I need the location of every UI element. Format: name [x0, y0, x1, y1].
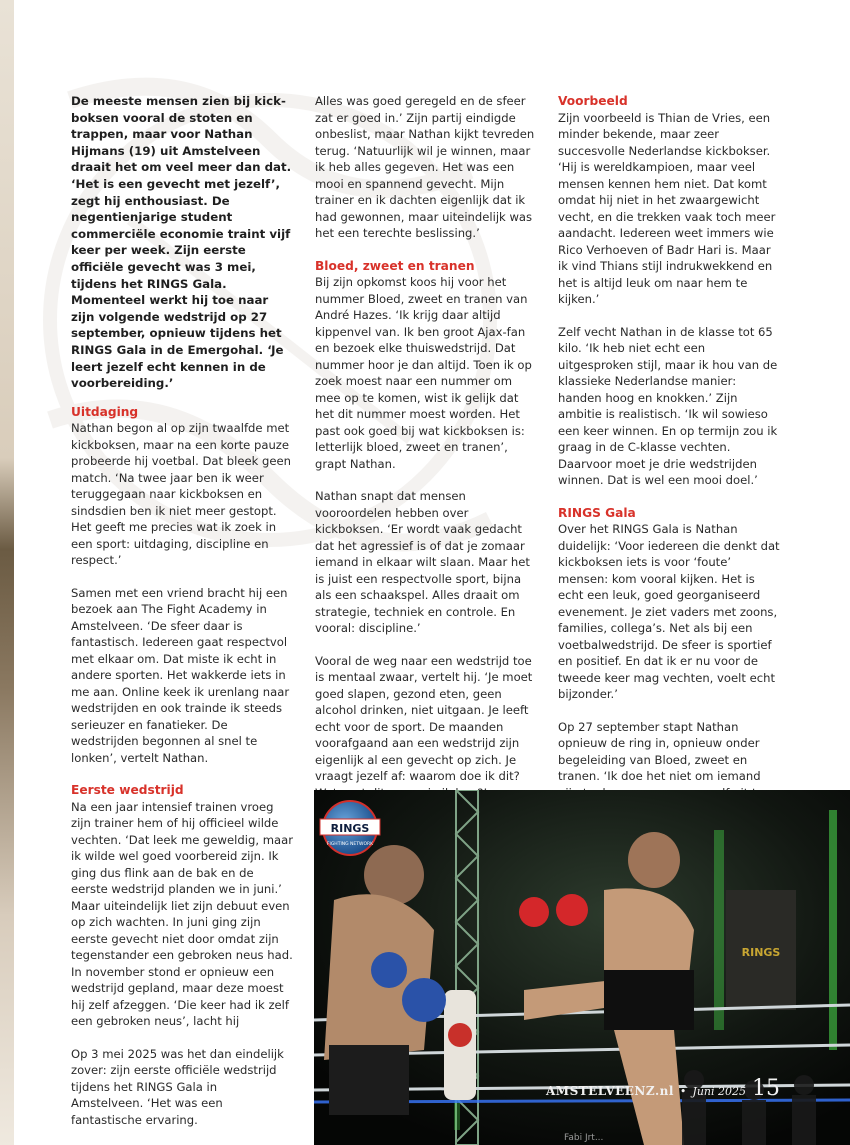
voorbeeld-paragraph-2: Zelf vecht Nathan in de klasse tot 65 kilo. ‘Ik heb niet echt een uitgesproken stijl, maar ik hou van de klassieke Nederlandse manier: handen hoog en knokken.’ Zijn ambitie is realistisch. ‘Ik wil sowieso een keer winnen. En op termijn zou ik graag in de C-klasse vechten. Daarvoor moet je drie wedstrijden winnen. Dat is wel een mooi doel.’ — [558, 324, 778, 487]
column-2 — [315, 93, 537, 817]
intro-paragraph: De meeste mensen zien bij kickboksen vooral de stoten en trappen, maar voor Nathan Hijmans (19) uit Amstelveen draait het om veel meer dan dat. ‘Het is een gevecht met jezelf’, zegt hij enthousiast. De negentienjarige student commerciële economie traint vijf keer per week. Zijn eerste officiële gevecht was 3 mei, tijdens het RINGS Gala. Momenteel werkt hij toe naar zijn volgende wedstrijd op 27 september, opnieuw tijdens het RINGS Gala in de Emergohal. ‘Je leert jezelf echt kennen in de voorbereiding.’ — [71, 94, 292, 391]
issue-date: Juni 2025 — [692, 1085, 746, 1098]
column-3 — [558, 93, 780, 867]
previous-page-edge — [0, 0, 14, 1145]
bloed-paragraph-3: Vooral de weg naar een wedstrijd toe is mentaal zwaar, vertelt hij. ‘Je moet goed slapen, gezond eten, geen alcohol drinken, niet uitgaan. Je leeft echt voor de sport. De maanden voorafgaand aan een wedstrijd zijn eigenlijk al een gevecht op zich. Je vraagt jezelf af: waarom doe ik dit? — [315, 653, 533, 783]
magazine-name: AMSTELVEENZ.nl — [545, 1084, 674, 1098]
uitdaging-paragraph-2: Samen met een vriend bracht hij een bezoek aan The Fight Academy in Amstelveen. ‘De sfeer daar is fantastisch. Iedereen gaat respectvol met elkaar om. Dat miste ik echt in andere sporten. Het wakkerde iets in me aan. Online keek ik urenlang naar wedstrijden en ook trainde ik steeds serieuzer en fanatieker. De wedstrijden begonnen al snel te lonken’, vertelt Nathan. — [71, 585, 290, 765]
eerste-paragraph-1: Na een jaar intensief trainen vroeg zijn trainer hem of hij officieel wilde vechten. ‘Dat leek me geweldig, maar ik wilde wel goed voorbereid zijn. Ik ging dus flink aan de bak en de eerste wedstrijd planden we in juni.’ Maar uiteindelijk liet zijn debuut even op zich wachten. In juni ging zijn eerste gevecht niet door omdat zijn tegenstander een gebroken neus had. In november stond er opnieuw een wedstrijd gepland, maar deze moest hij zelf afzeggen. ‘Die keer had ik zelf een gebroken neus’, lacht hij — [71, 799, 293, 1029]
voorbeeld-paragraph-1: Zijn voorbeeld is Thian de Vries, een minder bekende, maar zeer succesvolle Nederlandse kickbokser. ‘Hij is wereldkampioen, maar veel mensen kennen hem niet. Dat komt omdat hij niet in het zwaargewicht vecht, en die trekken vaak toch meer aandacht. Iedereen weet immers wie Rico Verhoeven of Badr Hari is. Maar ik vind Thians stijl indrukwekkend en het is altijd leuk om naar hem te kijken.’ — [558, 110, 776, 306]
heading-voorbeeld: Voorbeeld — [558, 94, 628, 108]
rings-logo-subtitle: FIGHTING NETWORK — [326, 842, 374, 847]
heading-eerste-wedstrijd: Eerste wedstrijd — [71, 783, 184, 798]
footer-separator: • — [679, 1085, 687, 1098]
rings-paragraph-1: Over het RINGS Gala is Nathan duidelijk: ‘Voor iedereen die denkt dat kickboksen iets is voor ‘foute’ mensen: kom vooral kijken. Het is echt een leuk, goed georganiseerd evenement. Je ziet vaders met zoons, families, collega’s. Net als bij een voetbalwedstrijd. De sfeer is sportief en positief. En dat ik er nu voor de tweede keer mag vechten, voelt echt bijzonder.’ — [558, 522, 780, 701]
banner-text: RINGS — [741, 946, 781, 959]
uitdaging-paragraph-1: Nathan begon al op zijn twaalfde met kickboksen, maar na een korte pauze probeerde hij voetbal. Dat bleek geen match. ‘Na twee jaar ben ik weer teruggegaan naar kickboksen en sindsdien ben ik niet meer gestopt. Het geeft me precies wat ik zoek in een sport: uitdaging, discipline en respect.’ — [71, 421, 291, 568]
photo-credit: Fabi Jrt... — [564, 1133, 604, 1143]
heading-uitdaging: Uitdaging — [71, 404, 139, 419]
column-1 — [71, 93, 293, 1144]
rings-paragraph-2: Op 27 september stapt Nathan opnieuw de ring in, opnieuw onder begeleiding van Bloed, zweet en tranen. ‘Ik doe het niet om iemand — [558, 719, 761, 783]
heading-bloed-zweet-tranen: Bloed, zweet en tranen — [315, 258, 475, 273]
page-number: 15 — [752, 1076, 780, 1101]
page-footer — [546, 1076, 780, 1101]
rings-logo-text: RINGS — [330, 822, 370, 835]
heading-rings-gala: RINGS Gala — [558, 505, 636, 520]
bloed-paragraph-1: Bij zijn opkomst koos hij voor het nummer Bloed, zweet en tranen van André Hazes. ‘Ik krijg daar altijd kippenvel van. Ik ben groot Ajax-fan en bezoek elke thuiswedstrijd. Dat nummer hoor je dan altijd. Toen ik op zoek moest naar een nummer om mee op te komen, wist ik gelijk dat het dit nummer moest worden. Het past ook goed bij wat kickboksen is: letterlijk bloed, zweet en tranen’, grapt Nathan. — [315, 275, 532, 471]
eerste-paragraph-2: Op 3 mei 2025 was het dan eindelijk zover: zijn eerste officiële wedstrijd tijdens het RINGS Gala in Amstelveen. ‘Het was een fantastische ervaring. — [71, 1046, 284, 1127]
continuation-paragraph: Alles was goed geregeld en de sfeer zat er goed in.’ Zijn partij eindigde onbeslist, maar Nathan kijkt tevreden terug. ‘Natuurlijk wil je winnen, maar ik heb alles gegeven. Het was een mooi en spannend gevecht. Mijn trainer en ik dachten eigenlijk dat ik had gewonnen, maar uiteindelijk was het een terechte beslissing.’ — [315, 94, 535, 240]
bloed-paragraph-2: Nathan snapt dat mensen vooroordelen hebben over kickboksen. ‘Er wordt vaak gedacht dat het agressief is of dat je zomaar iemand in elkaar wilt slaan. Maar het is juist een respectvolle sport, bijna als een schaakspel. Alles draait om strategie, techniek en controle. En vooral: discipline.’ — [315, 489, 530, 635]
